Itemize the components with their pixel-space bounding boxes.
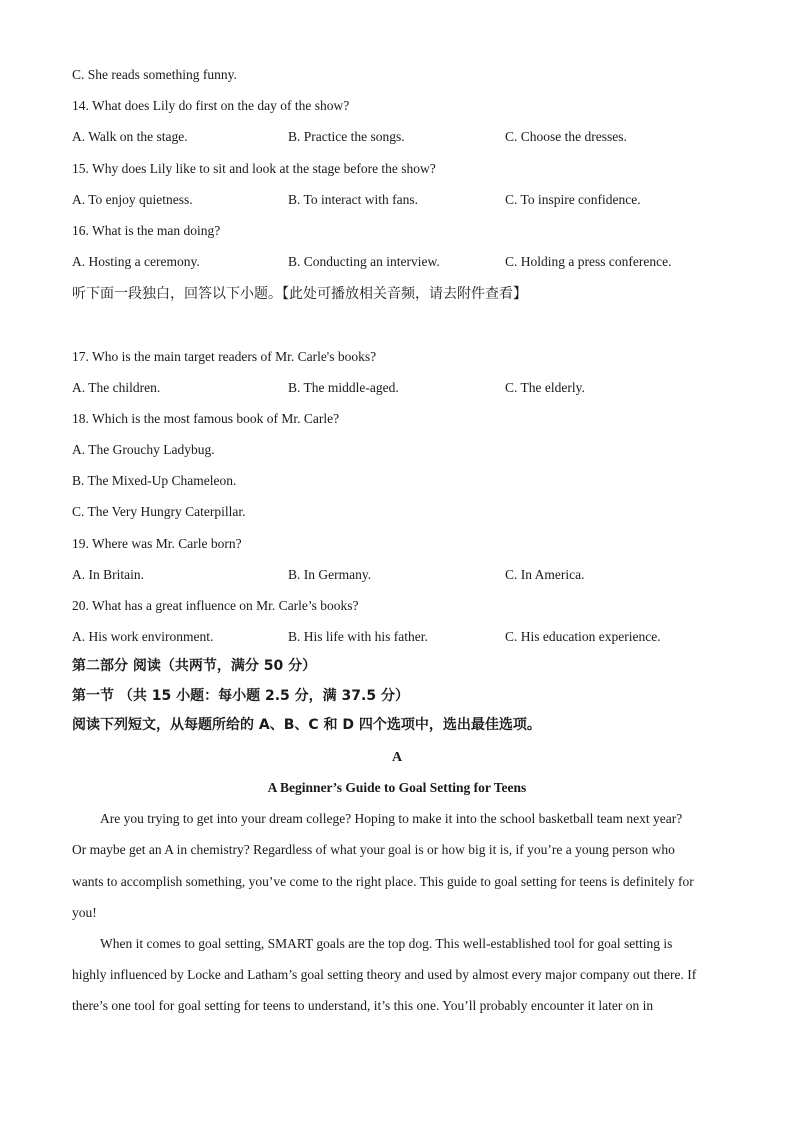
q16-option-c: C. Holding a press conference. <box>505 254 672 269</box>
q16-option-a: A. Hosting a ceremony. <box>72 254 200 269</box>
p1-line-4: you! <box>72 905 97 920</box>
q18-option-b: B. The Mixed-Up Chameleon. <box>72 473 237 488</box>
q18-option-c: C. The Very Hungry Caterpillar. <box>72 504 246 519</box>
q15-question: 15. Why does Lily like to sit and look at the stage before the show? <box>72 161 436 176</box>
q16-options <box>72 253 732 271</box>
q17-option-b: B. The middle-aged. <box>288 380 399 395</box>
q17-options <box>72 379 732 397</box>
q13-option-c: C. She reads something funny. <box>72 67 237 82</box>
listening-instruction: 听下面一段独白，回答以下小题。【此处可播放相关音频，请去附件查看】 <box>72 286 527 302</box>
p2-line-3: there’s one tool for goal setting for teens to understand, it’s this one. You’ll probably encounter it later on in <box>72 998 654 1013</box>
p2-line-2: highly influenced by Locke and Latham’s goal setting theory and used by almost every major company out there. If <box>72 967 697 982</box>
p1-line-1: Are you trying to get into your dream college? Hoping to make it into the school basketball team next year? <box>100 811 683 826</box>
passage-title: A Beginner’s Guide to Goal Setting for Teens <box>267 780 527 795</box>
q19-options <box>72 566 732 584</box>
q14-option-b: B. Practice the songs. <box>288 129 405 144</box>
passage-label: A <box>391 750 403 765</box>
q19-option-b: B. In Germany. <box>288 567 372 582</box>
reading-instruction: 阅读下列短文，从每题所给的 A、B、C 和 D 四个选项中，选出最佳选项。 <box>72 717 541 733</box>
q20-question: 20. What has a great influence on Mr. Carle’s books? <box>72 598 359 613</box>
p2-line-1: When it comes to goal setting, SMART goals are the top dog. This well-established tool for goal setting is <box>100 936 673 951</box>
q14-option-a: A. Walk on the stage. <box>72 129 188 144</box>
q16-option-b: B. Conducting an interview. <box>288 254 440 269</box>
q14-options <box>72 128 732 146</box>
q16-question: 16. What is the man doing? <box>72 223 221 238</box>
section1-heading: 第一节 （共 15 小题：每小题 2.5 分，满 37.5 分） <box>72 688 409 704</box>
q15-option-c: C. To inspire confidence. <box>505 192 641 207</box>
q20-option-a: A. His work environment. <box>72 629 214 644</box>
q14-question: 14. What does Lily do first on the day of the show? <box>72 98 350 113</box>
q15-options <box>72 191 732 209</box>
q20-option-b: B. His life with his father. <box>288 629 428 644</box>
q20-option-c: C. His education experience. <box>505 629 661 644</box>
q17-question: 17. Who is the main target readers of Mr. Carle's books? <box>72 349 377 364</box>
p1-line-2: Or maybe get an A in chemistry? Regardless of what your goal is or how big it is, if you’re a young person who <box>72 842 675 857</box>
q15-option-b: B. To interact with fans. <box>288 192 419 207</box>
part2-heading: 第二部分 阅读（共两节，满分 50 分） <box>72 658 317 674</box>
q15-option-a: A. To enjoy quietness. <box>72 192 193 207</box>
q18-option-a: A. The Grouchy Ladybug. <box>72 442 215 457</box>
q14-option-c: C. Choose the dresses. <box>505 129 627 144</box>
p1-line-3: wants to accomplish something, you’ve come to the right place. This guide to goal setting for teens is definitely for <box>72 874 694 889</box>
q17-option-c: C. The elderly. <box>505 380 585 395</box>
q18-question: 18. Which is the most famous book of Mr. Carle? <box>72 411 340 426</box>
q19-option-a: A. In Britain. <box>72 567 144 582</box>
q19-option-c: C. In America. <box>505 567 585 582</box>
q17-option-a: A. The children. <box>72 380 161 395</box>
q20-options <box>72 628 732 646</box>
q19-question: 19. Where was Mr. Carle born? <box>72 536 242 551</box>
